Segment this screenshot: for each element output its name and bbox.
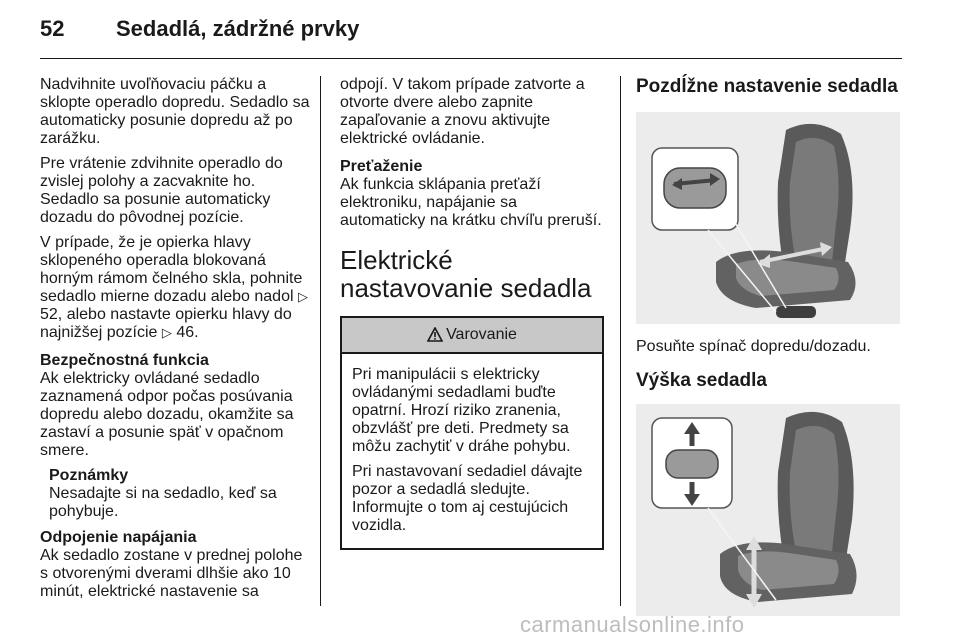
paragraph-text: 46. bbox=[176, 324, 199, 341]
section-heading: Elektrické nastavovanie sedadla bbox=[340, 245, 592, 303]
warning-text: Pri manipulácii s elektricky ovládanými sedadlami buďte opatrní. Hrozí riziko zranenia, obzvlášť pre deti. Predmety sa môžu zachytiť v dráhe pohybu. bbox=[352, 366, 571, 455]
seat-longitudinal-image bbox=[636, 112, 900, 324]
overload-text: Ak funkcia sklápania preťaží elektroniku, napájanie sa automaticky na krátku chvíľu preruší. bbox=[340, 176, 602, 229]
longitudinal-heading: Pozdĺžne nastavenie sedadla bbox=[636, 76, 898, 97]
overload-heading: Preťaženie bbox=[340, 158, 423, 175]
warning-triangle-icon bbox=[427, 327, 443, 342]
note-block bbox=[49, 467, 310, 521]
column-divider bbox=[320, 76, 321, 606]
seat-longitudinal-illustration bbox=[636, 112, 900, 324]
note-text: Nesadajte si na sedadlo, keď sa pohybuje. bbox=[49, 485, 277, 520]
paragraph-text: V prípade, že je opierka hlavy sklopeného operadla blokovaná horným rámom čelného skla, pohnite sedadlo mierne dozadu alebo nadol bbox=[40, 234, 303, 305]
chapter-title: Sedadlá, zádržné prvky bbox=[116, 16, 360, 41]
column-right bbox=[636, 76, 902, 616]
header-rule bbox=[40, 58, 902, 59]
paragraph-with-refs bbox=[40, 234, 310, 342]
paragraph: Pre vrátenie zdvihnite operadlo do zvislej polohy a zacvaknite ho. Sedadlo sa posunie automaticky dozadu do pôvodnej pozície. bbox=[40, 155, 283, 226]
note-title: Poznámky bbox=[49, 467, 129, 484]
cross-ref-arrow-icon: ▷ bbox=[297, 289, 308, 304]
seat-height-image bbox=[636, 404, 900, 616]
paragraph: Nadvihnite uvoľňovaciu páčku a sklopte operadlo dopredu. Sedadlo sa automaticky posunie dopredu až po zarážku. bbox=[40, 76, 310, 147]
warning-box bbox=[340, 316, 604, 550]
warning-header bbox=[342, 318, 602, 354]
power-heading: Odpojenie napájania bbox=[40, 529, 197, 546]
safety-text: Ak elektricky ovládané sedadlo zaznamená odpor počas posúvania dopredu alebo dozadu, okamžite sa zastaví a posunie späť v opačnom smere. bbox=[40, 370, 294, 459]
warning-title: Varovanie bbox=[446, 326, 517, 343]
power-text: Ak sedadlo zostane v prednej polohe s otvorenými dverami dlhšie ako 10 minút, elektrické nastavenie sa bbox=[40, 547, 303, 600]
column-left bbox=[40, 76, 310, 608]
column-divider bbox=[620, 76, 621, 606]
page-number: 52 bbox=[40, 16, 65, 41]
paragraph: odpojí. V takom prípade zatvorte a otvorte dvere alebo zapnite zapaľovanie a znovu aktivujte elektrické ovládanie. bbox=[340, 76, 585, 147]
cross-ref-arrow-icon: ▷ bbox=[161, 325, 172, 340]
seat-height-illustration bbox=[636, 404, 900, 616]
safety-heading: Bezpečnostná funkcia bbox=[40, 352, 209, 369]
warning-text: Pri nastavovaní sedadiel dávajte pozor a sedadlá sledujte. Informujte o tom aj cestujúcich vozidla. bbox=[352, 463, 583, 534]
height-heading: Výška sedadla bbox=[636, 370, 767, 391]
column-middle bbox=[340, 76, 604, 550]
paragraph-text: 52, alebo nastavte opierku hlavy do najnižšej pozície bbox=[40, 306, 292, 341]
longitudinal-caption: Posuňte spínač dopredu/dozadu. bbox=[636, 338, 871, 355]
warning-body bbox=[342, 354, 602, 548]
watermark: carmanualsonline.info bbox=[520, 612, 745, 637]
